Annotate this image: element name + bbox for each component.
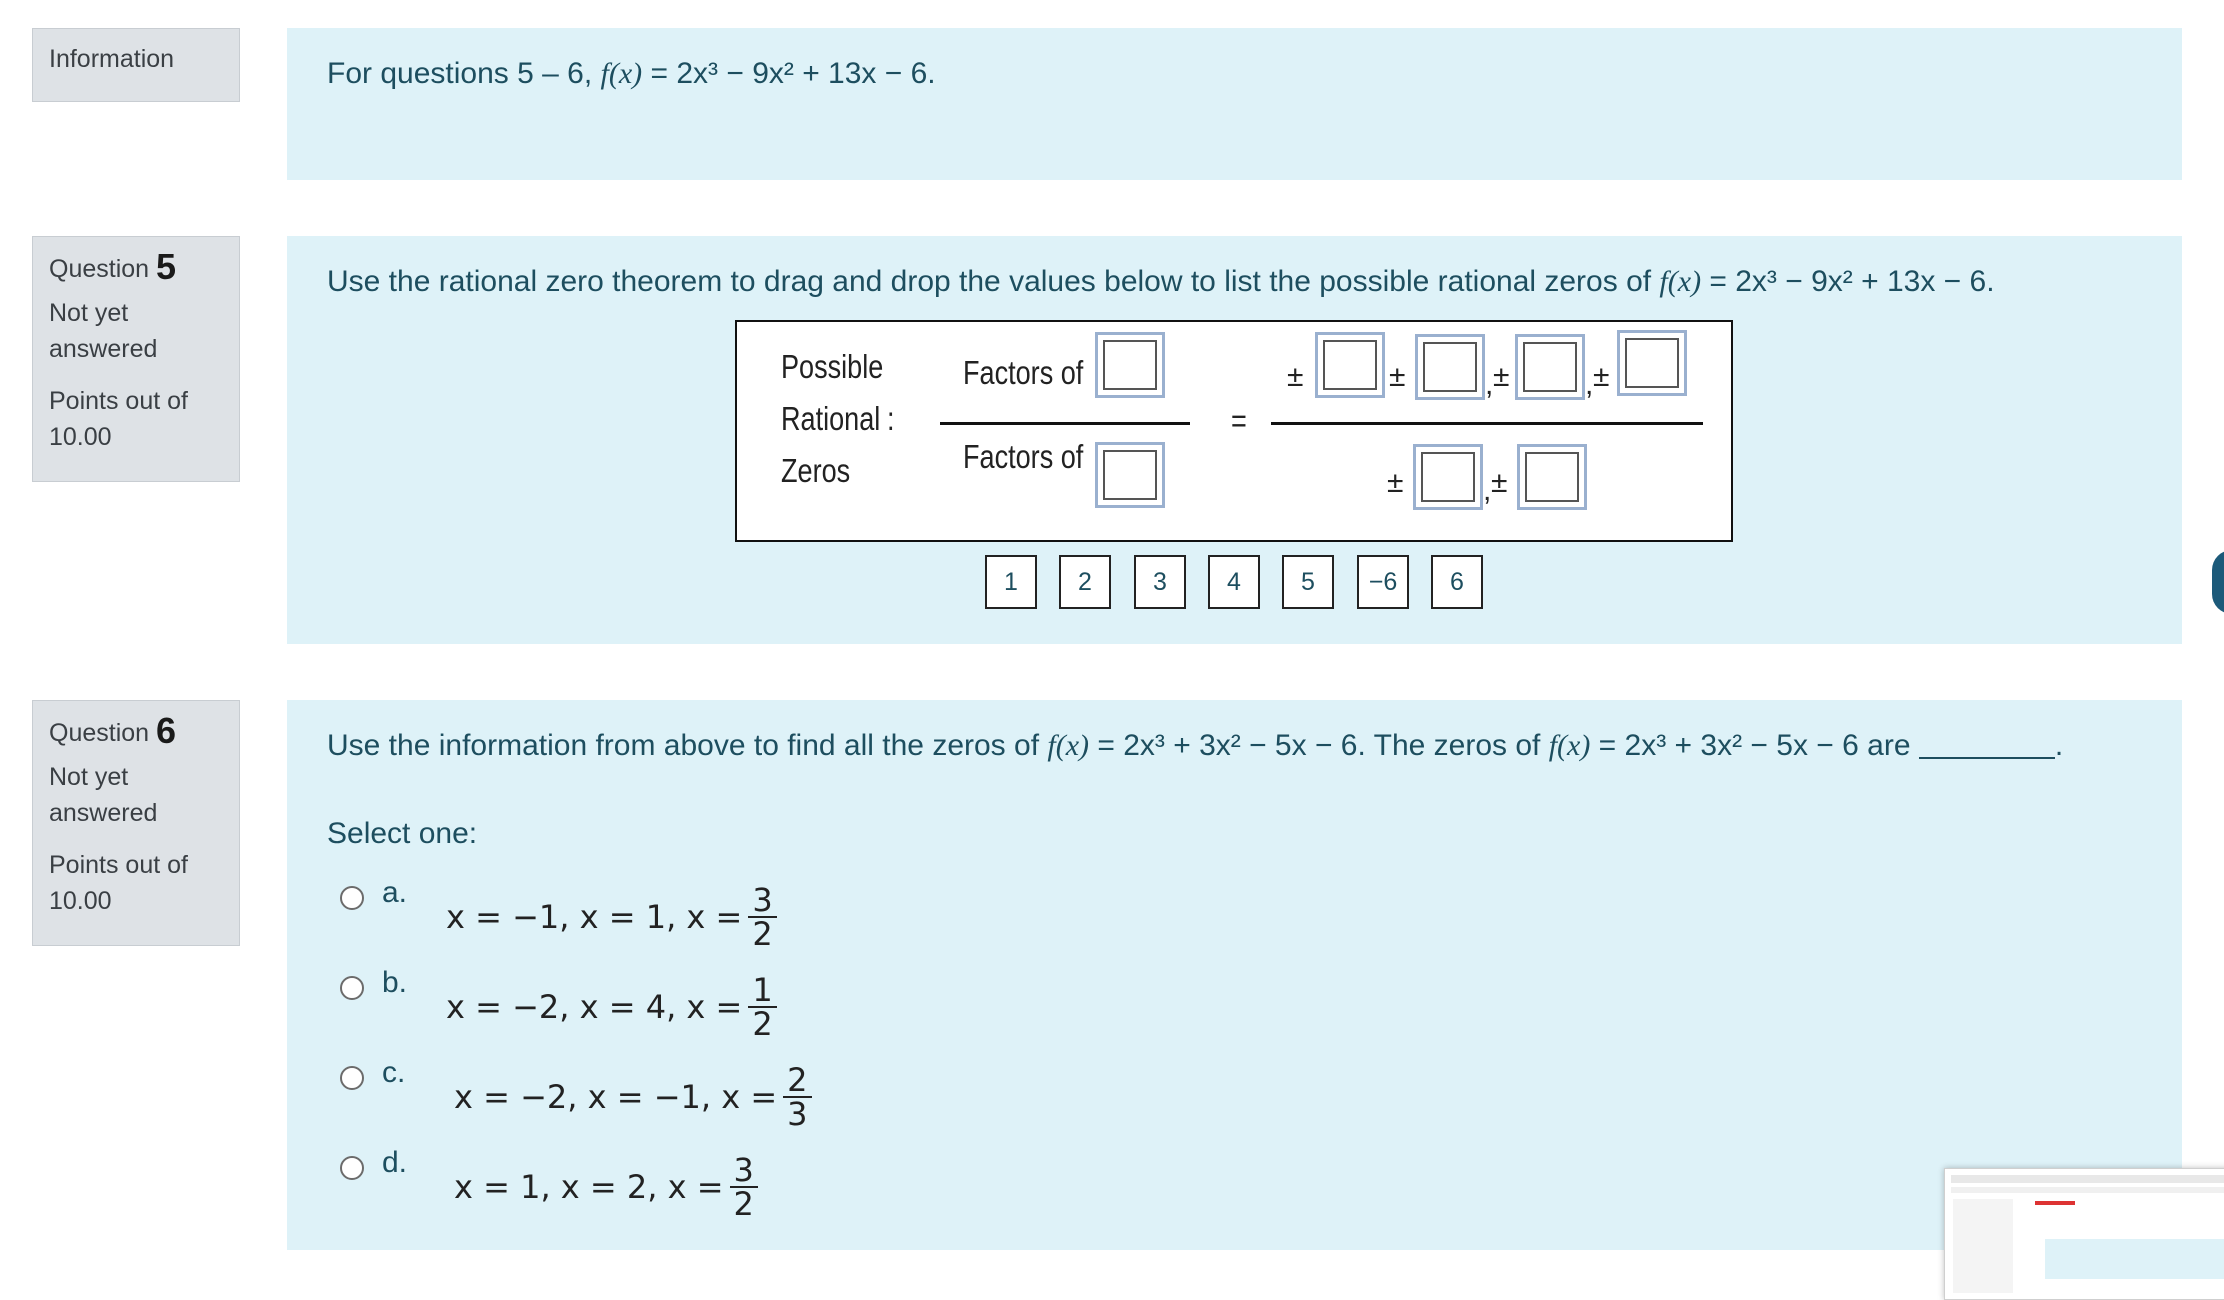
drag-choice-4[interactable]: 4 <box>1208 555 1260 609</box>
option-a-letter: a. <box>382 876 408 909</box>
drop-zone-denominator-2[interactable] <box>1517 444 1587 510</box>
rational-label: Rational <box>781 400 881 437</box>
plus-minus-6: ± <box>1491 466 1508 499</box>
radio-c[interactable] <box>340 1066 364 1090</box>
comma-1: , <box>1485 368 1494 401</box>
option-d[interactable] <box>340 1142 758 1223</box>
plus-minus-1: ± <box>1287 360 1304 393</box>
question-6-info <box>32 700 240 946</box>
thumb-addressbar <box>1951 1187 2224 1193</box>
option-a[interactable] <box>340 872 777 953</box>
option-c-letter: c. <box>382 1056 406 1089</box>
screen-preview-thumbnail[interactable] <box>1944 1168 2224 1300</box>
radio-b[interactable] <box>340 976 364 1000</box>
drag-choice-3[interactable]: 3 <box>1134 555 1186 609</box>
fraction-line-left <box>940 422 1190 425</box>
plus-minus-5: ± <box>1387 466 1404 499</box>
drop-zone-numerator-1[interactable] <box>1315 332 1385 398</box>
radio-d[interactable] <box>340 1156 364 1180</box>
factors-of-bottom-label: Factors of <box>963 438 1084 475</box>
fraction-line-right <box>1271 422 1703 425</box>
rational-zeros-diagram <box>735 320 1733 542</box>
information-content <box>287 28 2182 180</box>
question-5-info <box>32 236 240 482</box>
option-c-math: x = −2, x = −1, x = $\frac{2}{3}$ <box>454 1064 812 1130</box>
question-5-heading: Question 5 <box>49 246 177 287</box>
possible-label: Possible <box>781 348 884 385</box>
thumb-toolbar <box>1951 1175 2224 1183</box>
drag-choice-5[interactable]: 5 <box>1282 555 1334 609</box>
drag-choice-2[interactable]: 2 <box>1059 555 1111 609</box>
drop-zone-numerator-2[interactable] <box>1415 334 1485 400</box>
question-6-heading: Question 6 <box>49 710 177 751</box>
option-a-math: x = −1, x = 1, x = $\frac{3}{2}$ <box>446 884 777 950</box>
plus-minus-3: ± <box>1493 360 1510 393</box>
comma-3: , <box>1483 474 1492 507</box>
option-b-math: x = −2, x = 4, x = $\frac{1}{2}$ <box>446 974 777 1040</box>
drop-zone-denominator-1[interactable] <box>1413 444 1483 510</box>
plus-minus-2: ± <box>1389 360 1406 393</box>
option-d-letter: d. <box>382 1146 408 1179</box>
question-6-points: Points out of 10.00 <box>49 851 188 915</box>
question-6-text: Use the information from above to find all the zeros of f(x) = 2x³ + 3x² − 5x − 6. The zeros of f(x) = 2x³ + 3x² − 5x − 6 are . <box>327 729 2064 762</box>
side-tab-button[interactable] <box>2212 550 2224 614</box>
information-text: For questions 5 – 6, f(x) = 2x³ − 9x² + 13x − 6. <box>327 57 936 90</box>
question-5-points: Points out of 10.00 <box>49 387 188 451</box>
radio-a[interactable] <box>340 886 364 910</box>
thumb-sidebar <box>1953 1199 2013 1293</box>
drop-zone-top-factor[interactable] <box>1095 332 1165 398</box>
drag-choice-7[interactable]: 6 <box>1431 555 1483 609</box>
information-label-box <box>32 28 240 102</box>
information-label: Information <box>49 45 175 73</box>
drop-zone-numerator-4[interactable] <box>1617 330 1687 396</box>
drag-choice-6[interactable]: −6 <box>1357 555 1409 609</box>
factors-of-top-label: Factors of <box>963 354 1084 391</box>
drag-choice-1[interactable]: 1 <box>985 555 1037 609</box>
comma-2: , <box>1585 368 1594 401</box>
colon-label: : <box>887 400 895 437</box>
option-b[interactable] <box>340 962 777 1043</box>
drop-zone-numerator-3[interactable] <box>1515 334 1585 400</box>
drop-zone-bottom-factor[interactable] <box>1095 442 1165 508</box>
question-5-text: Use the rational zero theorem to drag and drop the values below to list the possible rational zeros of f(x) = 2x³ − 9x² + 13x − 6. <box>327 265 1995 298</box>
thumb-panel <box>2045 1239 2224 1279</box>
plus-minus-4: ± <box>1593 360 1610 393</box>
zeros-label: Zeros <box>781 452 851 489</box>
select-one-label: Select one: <box>327 817 478 850</box>
equals-label: = <box>1231 402 1247 439</box>
option-c[interactable] <box>340 1052 812 1133</box>
option-b-letter: b. <box>382 966 408 999</box>
question-5-status: Not yet answered <box>49 299 158 363</box>
thumb-red-mark <box>2035 1201 2075 1205</box>
answer-blank <box>1919 729 2055 759</box>
option-d-math: x = 1, x = 2, x = $\frac{3}{2}$ <box>454 1154 758 1220</box>
question-6-status: Not yet answered <box>49 763 158 827</box>
